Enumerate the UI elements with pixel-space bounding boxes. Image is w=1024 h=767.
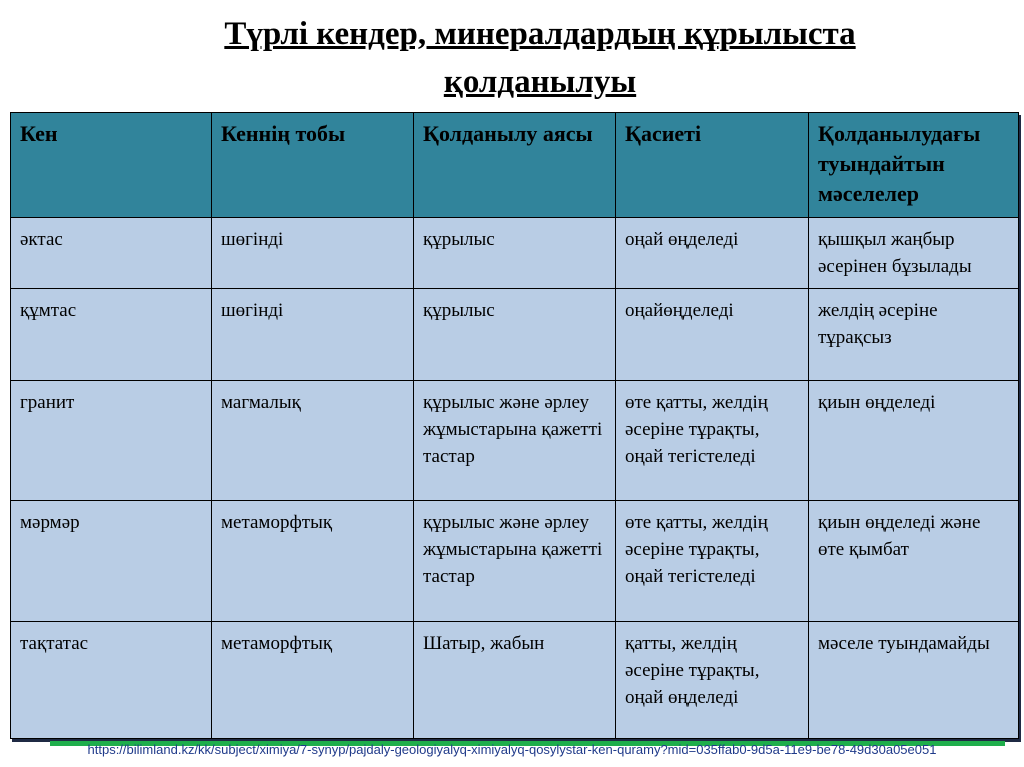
table-cell: қатты, желдің әсеріне тұрақты, оңай өңделеді — [616, 622, 809, 739]
table-cell: қышқыл жаңбыр әсерінен бұзылады — [809, 218, 1019, 289]
table-cell: Шатыр, жабын — [414, 622, 616, 739]
table-cell: метаморфтық — [212, 622, 414, 739]
table-cell: өте қатты, желдің әсеріне тұрақты, оңай тегістеледі — [616, 501, 809, 622]
table-header-row — [11, 113, 1019, 218]
title-line-1: Түрлі кендер, минералдардың құрылыста — [224, 16, 856, 52]
table-cell: желдің әсеріне тұрақсыз — [809, 289, 1019, 381]
table-cell: құрылыс және әрлеу жұмыстарына қажетті тастар — [414, 501, 616, 622]
table-cell: өте қатты, желдің әсеріне тұрақты, оңай тегістеледі — [616, 381, 809, 501]
table-cell: тақтатас — [11, 622, 212, 739]
table-cell: әктас — [11, 218, 212, 289]
table-cell: гранит — [11, 381, 212, 501]
table-cell: шөгінді — [212, 289, 414, 381]
table-row — [11, 501, 1019, 622]
header-cell: Кен — [11, 113, 212, 218]
table-cell: шөгінді — [212, 218, 414, 289]
table-cell: құмтас — [11, 289, 212, 381]
table-row — [11, 289, 1019, 381]
source-link[interactable]: https://bilimland.kz/kk/subject/ximiya/7-synyp/pajdaly-geologiyalyq-ximiyalyq-qosylystar-ken-quramy?mid=035ffab0-9d5a-11e9-be78-49d30a05e051 — [87, 742, 937, 757]
header-cell: Қолданылудағы туындайтын мәселелер — [809, 113, 1019, 218]
table-cell: метаморфтық — [212, 501, 414, 622]
table-cell: құрылыс — [414, 289, 616, 381]
table-cell: мәрмәр — [11, 501, 212, 622]
table-row — [11, 381, 1019, 501]
table-cell: құрылыс — [414, 218, 616, 289]
minerals-table — [10, 112, 1019, 739]
table-cell: қиын өңделеді және өте қымбат — [809, 501, 1019, 622]
table-cell: оңай өңделеді — [616, 218, 809, 289]
header-cell: Кеннің тобы — [212, 113, 414, 218]
header-cell: Қолданылу аясы — [414, 113, 616, 218]
table-row — [11, 622, 1019, 739]
table-cell: оңайөңделеді — [616, 289, 809, 381]
table-cell: құрылыс және әрлеу жұмыстарына қажетті тастар — [414, 381, 616, 501]
table-cell: мәселе туындамайды — [809, 622, 1019, 739]
header-cell: Қасиеті — [616, 113, 809, 218]
title-line-2: қолданылуы — [443, 64, 637, 100]
page-title — [0, 10, 1024, 106]
table-row — [11, 218, 1019, 289]
table-cell: қиын өңделеді — [809, 381, 1019, 501]
table-cell: магмалық — [212, 381, 414, 501]
